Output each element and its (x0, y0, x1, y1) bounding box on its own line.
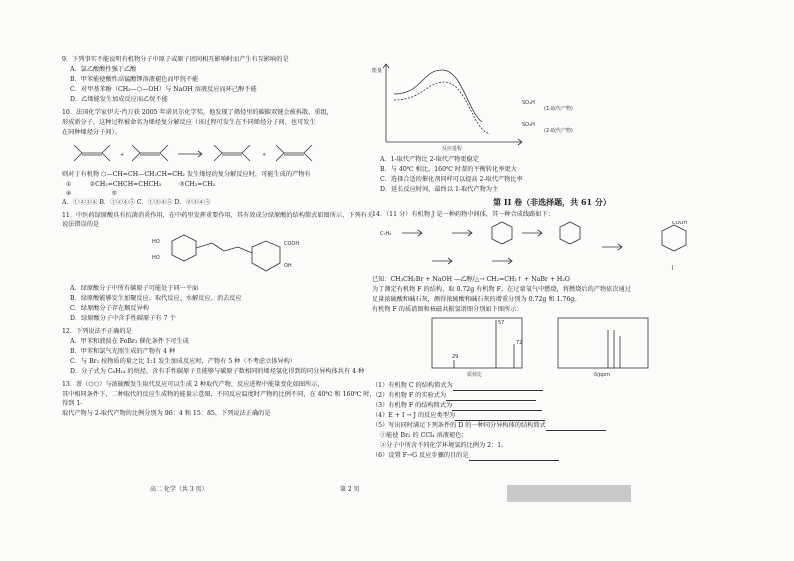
q10-product-5: ⑤ (111, 189, 118, 197)
q10-line3: 在同种烯烃分子间）。 (62, 128, 121, 136)
answer-line-1[interactable] (453, 384, 543, 391)
progress-axis-label: 反应进程 (442, 146, 463, 152)
answer-line-4[interactable] (455, 414, 545, 421)
svg-text:+: + (120, 151, 125, 158)
product1-name: (1-取代产物) (544, 106, 573, 112)
svg-text:J: J (672, 264, 674, 271)
q9-option-b: B．甲苯能使酸性高锰酸钾溶液褪色而甲烷不能 (70, 75, 199, 83)
redacted-box (507, 485, 631, 502)
product2-group: SO₃H (522, 122, 535, 128)
metathesis-equation-figure (62, 139, 362, 167)
svg-text:OH: OH (284, 262, 292, 269)
spectra-figure (372, 316, 732, 378)
q10-product-1: ① (66, 180, 72, 188)
q14-blank-3: （3）有机物 F 的结构简式为 (372, 402, 732, 411)
answer-line-3[interactable] (452, 404, 542, 411)
q12-stem: 12．下列说法不正确的是 (62, 327, 132, 335)
footer-right: 第 2 页 (340, 486, 360, 493)
q10-product-4: ④ (66, 189, 72, 197)
q10-choices: A．①②③④ B．①②④⑤ C．①③④⑤ D．②③④⑤ (62, 198, 211, 206)
answer-line-5[interactable] (546, 424, 606, 431)
ms-peak-57: 57 (498, 320, 505, 327)
svg-text:COOH: COOH (672, 220, 688, 226)
q14-condition-1: ①能使 Br₂ 的 CCl₄ 溶液褪色； (380, 432, 468, 440)
q13-line3: 取代产物与 2-取代产物的比例分别为 96：4 和 15：85，下列说法正确的是 (62, 409, 271, 417)
energy-diagram (372, 60, 622, 152)
q14-blank-4: （4）E + I → J 的反应类型为 (372, 412, 732, 421)
q11-option-d: D．绿原酸分子中含手性碳原子有 7 个 (70, 314, 176, 322)
q10-product-2: ②CH₂=CHCH=CHCH₃ (89, 180, 162, 188)
q14-para3: 有机物 F 的质谱图和核磁共振氢谱图分别如下图所示： (372, 306, 523, 314)
svg-text:HO: HO (152, 254, 160, 261)
svg-text:+: + (262, 151, 267, 158)
right-column (372, 60, 732, 462)
q12-option-c: C．与 Br₂ 按物质的量之比 1:1 发生加成反应时，产物有 5 种（不考虑立体异构） (70, 357, 297, 365)
q10-line2: 形成新分子，这种过程被命名为烯烃复分解反应（该过程可发生在不同烯烃分子间，也可发生 (62, 118, 316, 126)
nmr-x-label: δ/ppm (594, 372, 610, 379)
q9-option-a: A．氯乙酸酸性强于乙酸 (70, 65, 137, 73)
q10-products-row (66, 181, 378, 190)
q10-line1: 10．法国化学家伊夫·肖万获 2005 年诺贝尔化学奖，他发现了烯烃里的碳碳双键会被拆散、重组， (62, 108, 333, 116)
chlorogenic-acid-structure (62, 231, 362, 281)
q13-option-d: D．延长反应时间，最终以 1-取代产物为主 (380, 185, 499, 193)
q11-option-b: B．绿原酸能够发生加聚反应、取代反应、水解反应、消去反应 (70, 294, 242, 302)
q10-products-row2 (66, 190, 378, 199)
answer-line-2[interactable] (446, 394, 536, 401)
synthesis-route-figure (372, 221, 732, 273)
q10-product-3: ③CH₂=CH₂ (179, 180, 216, 188)
q12-option-d: D．分子式为 C₆H₁₄ 的烷烃，含有手性碳原子且能够与碳原子数相同的烯烃氢化得到的同分异构体共有 4 种 (70, 367, 365, 375)
q14-stem: 14．（11 分）有机物 J 是一种药物中间体，其一种合成线路如下： (372, 210, 554, 218)
q14-blank-5: （5）写出同时满足下列条件的 D 的一种同分异构体的结构简式 (372, 422, 732, 431)
q11-option-c: C．绿原酸分子存在顺反异构 (70, 304, 149, 312)
section-title: 第 II 卷（非选择题，共 61 分） (493, 196, 611, 207)
q9-option-d: D．乙烯能发生加成反应而乙烷不能 (70, 95, 168, 103)
footer-left: 高二 化学（共 3 页） (150, 486, 208, 493)
left-column (62, 56, 378, 420)
answer-line-6[interactable] (469, 454, 559, 461)
q14-known: 已知：CH₃CH₂Br + NaOH —乙醇/△→ CH₂=CH₂↑ + NaBr + H₂O (372, 276, 570, 284)
q14-blank-6: （6）设置 F→G 反应步骤的目的是 (372, 452, 732, 461)
q10-middle-text: 则对于有机物 ⬡—CH=CH—CH₂CH=CH₂ 发生烯烃的复分解反应时，可能生成的产物有 (62, 170, 311, 178)
energy-axis-label: 能量 (372, 68, 383, 74)
product2-name: (2-取代产物) (544, 128, 573, 134)
ms-peak-72: 72 (516, 340, 523, 347)
q9-option-c: C．对甲基苯酚（CH₃—⬡—OH）与 NaOH 溶液反应而环己醇不能 (70, 85, 257, 93)
svg-text:HO: HO (152, 238, 160, 245)
q14-blank-1: （1）有机物 C 的结构简式为 (372, 382, 732, 391)
ms-x-label: 质荷比 (467, 372, 483, 379)
ms-peak-29: 29 (452, 354, 459, 361)
q12-option-b: B．甲苯和氯气光照生成的产物有 4 种 (70, 347, 176, 355)
svg-text:COOH: COOH (284, 240, 300, 247)
svg-text:C₇H₈: C₇H₈ (380, 230, 392, 237)
q12-option-a: A．甲苯和液溴在 FeBr₃ 催化条件下可生成 (70, 337, 189, 345)
q14-para2: 足量浓硫酸和碱石灰，测得浓硫酸和碱石灰的增重分别为 0.72g 和 1.76g。 (372, 296, 581, 304)
q9-stem: 9．下列事实不能说明有机物分子中原子或原子团间相互影响时而产生有互影响的是 (62, 56, 289, 63)
q11-stem: 11．中医药绿原酸具有抗菌消炎作用，在中药里发挥重要作用，其有效成分绿原酸的结构简式如图所示，下列有关说法错误的是 (62, 211, 374, 228)
q13-option-a: A．1-取代产物比 2-取代产物更稳定 (380, 155, 479, 163)
q14-para1: 为了测定有机物 F 的结构，取 0.72g 有机物 F，在过量氧气中燃烧，将燃烧后的产物依次通过 (372, 286, 631, 294)
q13-option-c: C．选择合适的催化剂同样可以提高 2-取代产物比率 (380, 175, 523, 183)
q14-blank-2: （2）有机物 F 的实验式为 (372, 392, 732, 401)
q13-line1: 13．萘（⬡⬡）与浓硫酸发生取代反应可以生成 2 种取代产物，反应进程中能量变化如图所示， (62, 380, 324, 388)
q11-option-a: A．绿原酸分子中所有碳原子可能处于同一平面 (70, 284, 199, 292)
product1-group: SO₃H (522, 100, 535, 106)
q13-line2: 其中相同条件下，二种取代的反应生成物的能量示意图，不同反应温度时产物的比例不同，在 40℃ 和 160℃ 时，得到 1- (62, 390, 376, 407)
q13-option-b: B．与 40℃ 相比，160℃ 时萘的平衡转化率更大 (380, 165, 517, 173)
q14-condition-2: ②分子中所含不同化学环境氢的比例为 2：1。 (380, 442, 508, 450)
